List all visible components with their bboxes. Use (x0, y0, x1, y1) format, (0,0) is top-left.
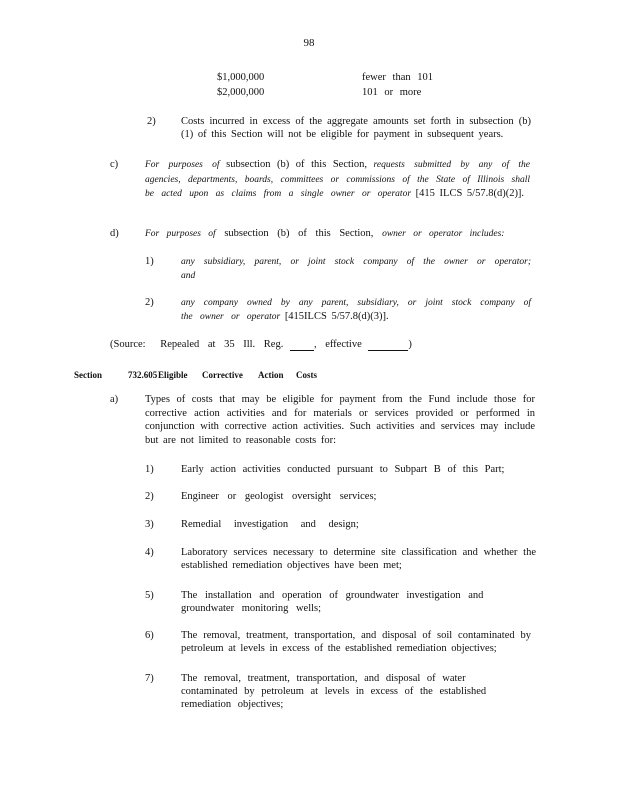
list-item-label: 2) (145, 491, 154, 502)
subsection-text (145, 227, 530, 241)
list-item-text: Engineer or geologist oversight services; (181, 491, 377, 502)
source-label: (Source: (110, 339, 146, 350)
italic-text: For purposes of (145, 160, 220, 170)
list-item-label: 4) (145, 547, 154, 558)
list-item-text: Remedial investigation and design; (181, 519, 359, 530)
subsection-label: d) (110, 228, 119, 239)
section-number: 732.605 (128, 370, 158, 380)
section-heading (0, 369, 618, 381)
source-effective: , effective (313, 339, 362, 350)
item-text: Costs incurred in excess of the aggregate amounts set forth in subsection (b)(1) of this Section will not be eligible for payment in subsequent years. (181, 116, 531, 140)
subsection-label: c) (110, 159, 119, 170)
subsection-text: Types of costs that may be eligible for payment from the Fund include those for corrective action activities and for materials or services provided or performed in conjunction with corrective action activities. Such activities and services may include but are not limited to reasonable costs for: (145, 394, 535, 446)
list-item-text: Early action activities conducted pursuant to Subpart B of this Part; (181, 464, 505, 475)
list-item-label: 6) (145, 630, 154, 641)
list-item-label: 3) (145, 519, 154, 530)
page-number: 98 (303, 37, 315, 49)
item-label: 2) (147, 116, 156, 127)
subsection-reference: subsection (b) of this Section, (226, 159, 367, 170)
italic-text: any subsidiary, parent, or joint stock company of the owner or operator; and (181, 257, 531, 281)
subitem-text (181, 296, 531, 324)
subsection-text (145, 158, 530, 202)
amount-cell: $1,000,000 (217, 72, 265, 83)
blank-line (290, 340, 314, 351)
amount-description: fewer than 101 (362, 72, 433, 83)
section-title-word: Corrective (202, 370, 243, 380)
amount-cell: $2,000,000 (217, 87, 265, 98)
source-text: Repealed at 35 Ill. Reg. (160, 339, 284, 350)
list-item-text: The installation and operation of groundwater investigation and groundwater monitoring wells; (181, 590, 484, 614)
statute-citation: [415ILCS 5/57.8(d)(3)]. (284, 311, 389, 322)
section-title-word: Action (258, 370, 284, 380)
blank-line (368, 340, 408, 351)
list-item-label: 5) (145, 590, 154, 601)
italic-text: owner or operator includes: (382, 229, 505, 239)
subsection-reference: subsection (b) of this Section, (224, 228, 374, 239)
amount-description: 101 or more (362, 87, 422, 98)
list-item-label: 1) (145, 464, 154, 475)
subitem-label: 1) (145, 256, 154, 267)
list-item-label: 7) (145, 673, 154, 684)
section-title-word: Eligible (158, 370, 188, 380)
list-item-text: Laboratory services necessary to determine site classification and whether the established remediation objectives have been met; (181, 547, 536, 571)
subitem-text (181, 255, 531, 283)
italic-text: requests submitted by any of the agencies, departments, boards, committees or commissions of the State of Illinois shall be acted upon as claims from a single owner or operator (145, 160, 531, 199)
subitem-label: 2) (145, 297, 154, 308)
list-item-text: The removal, treatment, transportation, and disposal of soil contaminated by petroleum at levels in excess of the established remediation objectives; (181, 630, 531, 654)
italic-text: any company owned by any parent, subsidiary, or joint stock company of the owner or operator (181, 298, 531, 322)
section-word: Section (74, 370, 102, 380)
source-note (110, 338, 412, 351)
section-title-word: Costs (296, 370, 318, 380)
list-item-text: The removal, treatment, transportation, and disposal of water contaminated by petroleum at levels in excess of the established remediation objectives; (181, 673, 487, 710)
italic-text: For purposes of (145, 229, 216, 239)
source-close: ) (408, 339, 412, 350)
subsection-label: a) (110, 394, 119, 405)
statute-citation: [415 ILCS 5/57.8(d)(2)]. (415, 188, 525, 199)
